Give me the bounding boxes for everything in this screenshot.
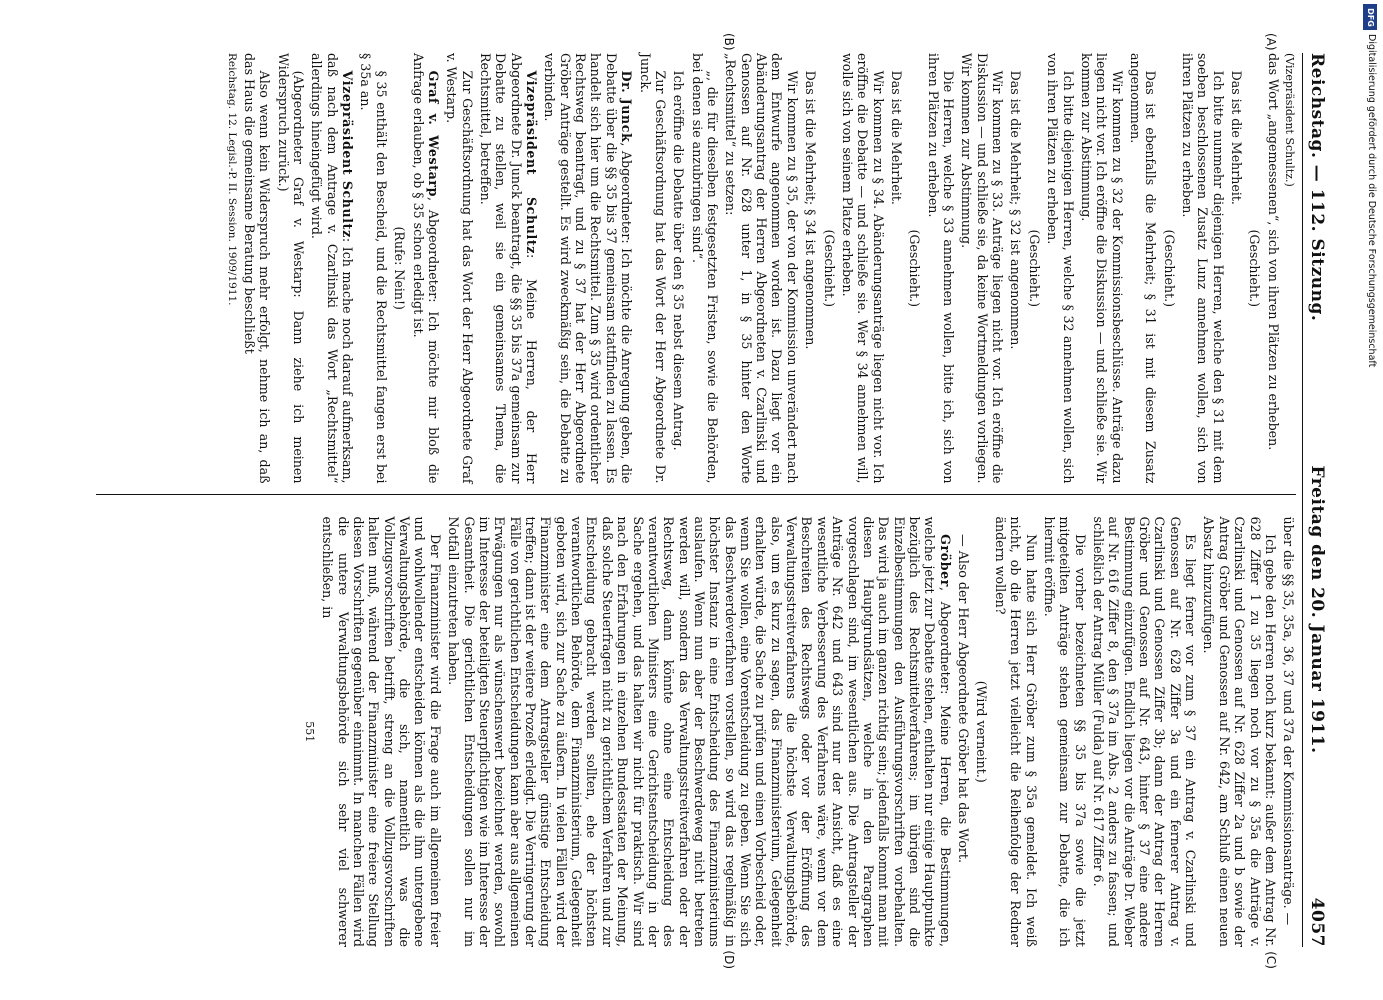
- paragraph: Nun hatte sich Herr Gröber zum § 35a gemeldet. Ich weiß nicht, ob die Herren jetzt vielleicht die Reihenfolge der Redner ändern wollen?: [992, 516, 1039, 947]
- header-center: Freitag den 20. Januar 1911.: [1307, 465, 1327, 754]
- paragraph: Das ist die Mehrheit.: [1229, 70, 1245, 205]
- paragraph: Ich gebe den Herren noch kurz bekannt: außer dem Antrag Nr. 628 Ziffer 1 zu 35 liegen noch vor zu § 35a die Anträge v. Czarlinski und Genossen auf Nr. 628 Ziffer 2a und b sowie der Antrag Gröber und Genossen auf Nr. 642, am Schluß einen neuen Absatz hinzuzufügen.: [1201, 516, 1278, 947]
- paragraph: (Geschieht.): [821, 229, 837, 308]
- paragraph: Das ist die Mehrheit; § 32 ist angenommen.: [1008, 70, 1024, 350]
- page-footer: Reichstag. 12. Legisl.-P. II. Session. 1909/1911.: [225, 53, 238, 306]
- paragraph: — Also der Herr Abgeordnete Gröber hat das Wort.: [956, 534, 972, 864]
- paragraph: (Geschieht.): [907, 229, 923, 308]
- speaker-name: Gröber: [937, 534, 953, 587]
- paragraph: Wir kommen zu § 35, der von der Kommission unverändert nach dem Entwurfe angenommen worden ist. Dazu liegt vor ein Abänderungsantrag der Herren Abgeordneten v. Czarlinski und Genossen auf Nr. 628 unter 1, in § 35 hinter den Worte „Rechtsmittel“ zu setzen:: [723, 53, 800, 484]
- running-header: [1302, 53, 1327, 947]
- dfg-logo-text: DFG: [1365, 7, 1375, 27]
- speaker-name: Vizepräsident Schultz: [524, 70, 540, 255]
- paragraph: Wir kommen zu § 32 der Kommissionsbeschlüsse. Anträge dazu liegen nicht vor. Ich eröffne die Diskussion — und schließe sie. Wir kommen zur Abstimmung.: [1078, 53, 1125, 484]
- left-column-body: [242, 53, 1281, 484]
- paragraph: (Wird verneint.): [974, 680, 990, 783]
- column-right: [96, 516, 1297, 969]
- paragraph: Also wenn kein Widerspruch mehr erfolgt, nehme ich an, daß das Haus die gemeinsame Beratung beschließt: [241, 53, 273, 484]
- paragraph: „, die für dieselben festgesetzten Fristen, sowie die Behörden, bei denen sie anzubringen sind“.: [689, 53, 720, 484]
- paragraph: (Geschieht.): [1161, 229, 1177, 308]
- page-number: 4057: [1307, 897, 1327, 947]
- paragraph: Vizepräsident Schultz: Meine Herren, der Herr Abgeordnete Dr. Junck beantragt, die §§ 35 bis 37a gemeinsam zur Debatte zu stellen, weil sie ein gemeinsames Thema, die Rechtsmittel, betreffen.: [477, 53, 540, 484]
- right-column-body: [320, 517, 1296, 948]
- paragraph: Ich bitte nunmehr diejenigen Herren, welche den § 31 mit dem soeben beschlossenen Zusatz Lunz annehmen wollen, sich von ihren Plätzen zu erheben.: [1180, 53, 1226, 484]
- paragraph: Die Herren, welche § 33 annehmen wollen, bitte ich, sich von ihren Plätzen zu erheben.: [925, 53, 957, 484]
- paragraph: Graf v. Westarp, Abgeordneter: Ich möchte mir bloß die Anfrage erlauben, ob § 35 schon erledigt ist.: [410, 53, 441, 484]
- paragraph: Ich eröffne die Debatte über den § 35 nebst diesem Antrag.: [671, 70, 687, 451]
- paragraph: Wir kommen zu § 34. Abänderungsanträge liegen nicht vor. Ich eröffne die Debatte — und schließe sie. Wer § 34 annehmen will, wolle sich von seinem Platze erheben.: [839, 53, 886, 484]
- paragraph: Zur Geschäftsordnung hat das Wort der Herr Abgeordnete Graf v. Westarp.: [444, 53, 475, 484]
- document-page: [41, 33, 1341, 969]
- paragraph: § 35 enthält den Bescheid, und die Rechtsmittel fangen erst bei § 35a an.: [358, 53, 389, 484]
- margin-mark-c: (C): [1264, 951, 1279, 969]
- paragraph: (Geschieht.): [1026, 229, 1042, 308]
- speaker-name: Vizepräsident Schultz: [340, 70, 356, 238]
- paragraph: Ich bitte diejenigen Herren, welche § 32 annehmen wollen, sich von ihren Plätzen zu erheben.: [1045, 53, 1076, 484]
- funding-note-text: Digitalisierung gefördert durch die Deutsche Forschungsgemeinschaft: [1366, 34, 1377, 368]
- paragraph: Vizepräsident Schultz: Ich mache noch darauf aufmerksam, daß nach dem Antrage v. Czarlinski das Wort „Rechtsmittel“ allerdings hineingefügt wird.: [309, 53, 356, 484]
- margin-mark-b: (B): [722, 33, 737, 51]
- margin-mark-d: (D): [722, 950, 737, 969]
- speaker-name: Dr. Junck: [619, 70, 635, 143]
- paragraph: Der Finanzminister wird die Frage auch im allgemeinen freier und wohlwollender entscheiden können als die ihm untergebene Verwaltungsbehörde, die sich, namentlich was die Vollzugsvorschriften betrifft, streng an die Vollzugsvorschriften halten muß, während der Finanzminister eine freiere Stellung diesen Vorschriften gegenüber einnimmt. In manchen Fällen wird die untere Verwaltungsbehörde sich sehr viel schwerer entschließen, in: [320, 516, 443, 947]
- paragraph: Die vorher bezeichneten §§ 35 bis 37a sowie die jetzt mitgeteilten Anträge stehen gemeinsam zur Debatte, die ich hiermit eröffne.: [1041, 516, 1088, 947]
- header-left: Reichstag. — 112. Sitzung.: [1307, 53, 1327, 322]
- speaker-name: Graf v. Westarp: [425, 70, 441, 198]
- paragraph: Es liegt ferner vor zum § 37 ein Antrag v. Czarlinski und Genossen auf Nr. 628 Ziffer 3a und ein fernerer Antrag v. Czarlinski und Genossen Ziffer 3b; dann der Antrag der Herren Gröber und Genossen auf Nr. 643, hinter § 37 eine andere Bestimmung einzufügen. Endlich liegen vor die Anträge Dr. Weber auf Nr. 616 Ziffer 8, den § 37a im Abs. 2 anders zu fassen; und schließlich der Antrag Müller (Fulda) auf Nr. 617 Ziffer 6.: [1090, 516, 1199, 947]
- funding-note: [1363, 4, 1377, 624]
- dfg-logo-icon: [1363, 4, 1377, 30]
- margin-mark-a: (A): [1264, 33, 1279, 51]
- paragraph: Dr. Junck, Abgeordneter: Ich möchte die Anregung geben, die Debatte über die §§ 35 bis 37 gemeinsam stattfinden zu lassen. Es handelt sich hier um die Rechtsmittel. Zum § 35 wird ordentlicher Rechtsweg beantragt, und zu § 37 hat der Herr Abgeordnete Gröber Anträge gestellt. Es wird zweckmäßig sein, die Debatte zu verbinden.: [542, 53, 635, 484]
- paragraph: Zur Geschäftsordnung hat das Wort der Herr Abgeordnete Dr. Junck.: [637, 53, 668, 484]
- column-left: [96, 33, 1297, 495]
- paragraph: Das ist ebenfalls die Mehrheit; § 31 ist mit diesem Zusatz angenommen.: [1127, 53, 1159, 484]
- paragraph: Wir kommen zu § 33. Anträge liegen nicht vor. Ich eröffne die Diskussion — und schließe sie, da keine Wortmeldungen vorliegen. Wir kommen zur Abstimmung.: [959, 53, 1006, 484]
- paragraph: Gröber, Abgeordneter: Meine Herren, die Bestimmungen, welche jetzt zur Debatte stehen, enthalten nur einige Hauptpunkte bezüglich des Rechtsmittelverfahrens; im übrigen sind die Einzelbestimmungen den Ausführungsvorschriften vorbehalten. Das wird ja auch im ganzen richtig sein; jedenfalls kommt man mit diesen Hauptgrundsätzen, welche in den Paragraphen vorgeschlagen sind, im wesentlichen aus. Die Antragsteller der Anträge Nr. 642 und 643 sind nur der Ansicht, daß es eine wesentliche Verbesserung des Verfahrens wäre, wenn vor dem Beschreiten des Rechtswegs oder vor der Eröffnung des Verwaltungsstreitverfahrens die höchste Verwaltungsbehörde, also, um es kurz zu sagen, das Finanzministerium, Gelegenheit erhalten würde, die Sache zu prüfen und einen Vorbescheid oder, wenn Sie wollen, eine Vorentscheidung zu geben. Wenn Sie sich das Beschwerdeverfahren vorstellen, so wird das regelmäßig in höchster Instanz in eine Entscheidung des Finanzministeriums auslaufen. Wenn nun aber der Beschwerdeweg nicht betreten werden will, sondern das Verwaltungsstreitverfahren oder der Rechtsweg, dann könnte ohne eine Entscheidung des verantwortlichen Ministers eine Gerichtsentscheidung in der Sache ergehen, und das halten wir nicht für praktisch. Wir sind nach den Erfahrungen in einzelnen Bundesstaaten der Meinung, daß solche Steuerfragen nicht zu gerichtlichem Verfahren und zur Entscheidung gebracht werden sollten, ehe der höchsten verantwortlichen Behörde, dem Finanzministerium, Gelegenheit geboten wird, sich zur Sache zu äußern. In vielen Fällen wird der Finanzminister eine dem Antragsteller günstige Entscheidung treffen; dann ist der weitere Prozeß erledigt. Die Verringerung der Fälle von gerichtlichen Entscheidungen kann aber aus allgemeinen Erwägungen nur als wünschenswert bezeichnet werden, sowohl im Interesse der beteiligten Steuerpflichtigen wie im Interesse der Gesamtheit. Die gerichtlichen Entscheidungen sollen nur im Notfall einzutreten haben.: [446, 516, 953, 947]
- paragraph: das Wort „angemessenen“, sich von ihren Plätzen zu erheben.: [1265, 53, 1281, 451]
- sheet-number: 551: [302, 721, 316, 743]
- paragraph: Das ist die Mehrheit; § 34 ist angenommen.: [803, 70, 819, 350]
- paragraph: über die §§ 35, 35a, 36, 37 und 37a der Kommissionsanträge. —: [1281, 516, 1297, 926]
- paragraph: (Geschieht.): [1247, 229, 1263, 308]
- continuation-note: (Vizepräsident Schultz.): [1283, 53, 1297, 187]
- paragraph: (Rufe: Nein!): [392, 226, 408, 310]
- paragraph: Das ist die Mehrheit.: [888, 70, 904, 205]
- paragraph: (Abgeordneter Graf v. Westarp: Dann ziehe ich meinen Widerspruch zurück.): [275, 53, 307, 484]
